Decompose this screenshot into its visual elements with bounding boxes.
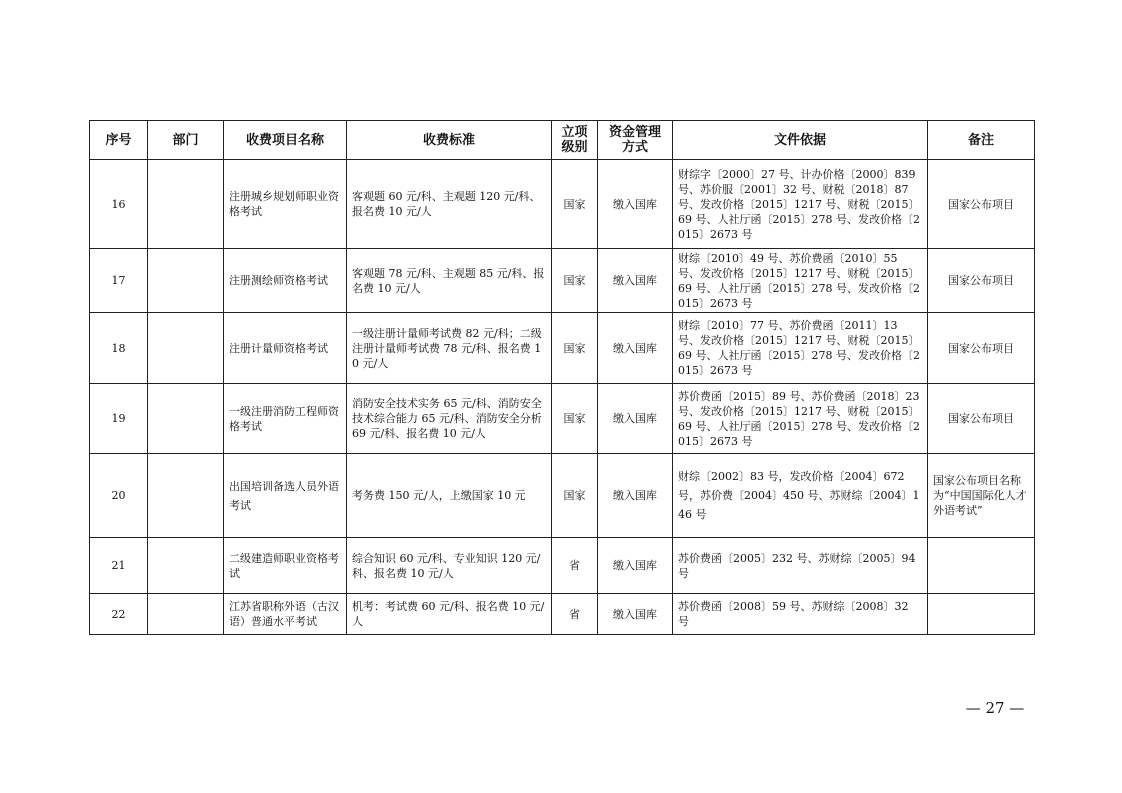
header-row (90, 121, 1035, 160)
header-note: 备注 (928, 121, 1035, 160)
cell-level: 国家 (552, 454, 598, 538)
cell-note: 国家公布项目 (928, 313, 1035, 384)
cell-note: 国家公布项目名称为“中国国际化人才外语考试” (928, 454, 1035, 538)
cell-seq: 20 (90, 454, 148, 538)
cell-standard: 机考：考试费 60 元/科、报名费 10 元/人 (347, 594, 552, 635)
header-fund: 资金管理方式 (598, 121, 673, 160)
table-row (90, 454, 1035, 538)
cell-level: 国家 (552, 384, 598, 454)
cell-fund: 缴入国库 (598, 384, 673, 454)
cell-seq: 18 (90, 313, 148, 384)
cell-dept (148, 384, 224, 454)
cell-note: 国家公布项目 (928, 249, 1035, 313)
fee-table (89, 120, 1035, 635)
cell-level: 国家 (552, 249, 598, 313)
cell-note: 国家公布项目 (928, 160, 1035, 249)
cell-dept (148, 538, 224, 594)
header-basis: 文件依据 (673, 121, 928, 160)
cell-seq: 16 (90, 160, 148, 249)
cell-dept (148, 249, 224, 313)
cell-name: 一级注册消防工程师资格考试 (224, 384, 347, 454)
cell-note: 国家公布项目 (928, 384, 1035, 454)
cell-standard: 消防安全技术实务 65 元/科、消防安全技术综合能力 65 元/科、消防安全分析 69 元/科、报名费 10 元/人 (347, 384, 552, 454)
cell-basis: 苏价费函〔2005〕232 号、苏财综〔2005〕94 号 (673, 538, 928, 594)
cell-fund: 缴入国库 (598, 594, 673, 635)
cell-level: 省 (552, 538, 598, 594)
header-name: 收费项目名称 (224, 121, 347, 160)
cell-fund: 缴入国库 (598, 454, 673, 538)
cell-standard: 客观题 78 元/科、主观题 85 元/科、报名费 10 元/人 (347, 249, 552, 313)
cell-name: 出国培训备选人员外语考试 (224, 454, 347, 538)
cell-dept (148, 313, 224, 384)
cell-dept (148, 160, 224, 249)
cell-name: 注册城乡规划师职业资格考试 (224, 160, 347, 249)
cell-standard: 综合知识 60 元/科、专业知识 120 元/科、报名费 10 元/人 (347, 538, 552, 594)
cell-fund: 缴入国库 (598, 538, 673, 594)
cell-seq: 19 (90, 384, 148, 454)
cell-dept (148, 454, 224, 538)
cell-basis: 财综〔2010〕77 号、苏价费函〔2011〕13 号、发改价格〔2015〕1217 号、财税〔2015〕69 号、人社厅函〔2015〕278 号、发改价格〔2015〕2673 号 (673, 313, 928, 384)
table-row (90, 594, 1035, 635)
cell-level: 省 (552, 594, 598, 635)
cell-note (928, 538, 1035, 594)
header-standard: 收费标准 (347, 121, 552, 160)
table-row (90, 384, 1035, 454)
cell-standard: 客观题 60 元/科、主观题 120 元/科、报名费 10 元/人 (347, 160, 552, 249)
cell-standard: 一级注册计量师考试费 82 元/科；二级注册计量师考试费 78 元/科、报名费 10 元/人 (347, 313, 552, 384)
cell-name: 注册计量师资格考试 (224, 313, 347, 384)
cell-fund: 缴入国库 (598, 160, 673, 249)
cell-seq: 17 (90, 249, 148, 313)
header-level: 立项级别 (552, 121, 598, 160)
cell-basis: 苏价费函〔2008〕59 号、苏财综〔2008〕32 号 (673, 594, 928, 635)
cell-basis: 苏价费函〔2015〕89 号、苏价费函〔2018〕23 号、发改价格〔2015〕1217 号、财税〔2015〕69 号、人社厅函〔2015〕278 号、发改价格〔2015〕2673 号 (673, 384, 928, 454)
page-number: — 27 — (965, 699, 1025, 717)
table-row (90, 313, 1035, 384)
table-row (90, 249, 1035, 313)
cell-level: 国家 (552, 160, 598, 249)
header-seq: 序号 (90, 121, 148, 160)
cell-level: 国家 (552, 313, 598, 384)
cell-name: 江苏省职称外语（古汉语）普通水平考试 (224, 594, 347, 635)
cell-seq: 22 (90, 594, 148, 635)
header-dept: 部门 (148, 121, 224, 160)
cell-name: 注册测绘师资格考试 (224, 249, 347, 313)
cell-basis: 财综〔2002〕83 号，发改价格〔2004〕672 号，苏价费〔2004〕450 号、苏财综〔2004〕146 号 (673, 454, 928, 538)
cell-fund: 缴入国库 (598, 313, 673, 384)
cell-note (928, 594, 1035, 635)
cell-standard: 考务费 150 元/人，上缴国家 10 元 (347, 454, 552, 538)
cell-basis: 财综字〔2000〕27 号、计办价格〔2000〕839 号、苏价服〔2001〕32 号、财税〔2018〕87 号、发改价格〔2015〕1217 号、财税〔2015〕69 号、人社厅函〔2015〕278 号、发改价格〔2015〕2673 号 (673, 160, 928, 249)
table-row (90, 538, 1035, 594)
table-row (90, 160, 1035, 249)
cell-name: 二级建造师职业资格考试 (224, 538, 347, 594)
cell-seq: 21 (90, 538, 148, 594)
cell-fund: 缴入国库 (598, 249, 673, 313)
cell-basis: 财综〔2010〕49 号、苏价费函〔2010〕55 号、发改价格〔2015〕1217 号、财税〔2015〕69 号、人社厅函〔2015〕278 号、发改价格〔2015〕2673 号 (673, 249, 928, 313)
cell-dept (148, 594, 224, 635)
